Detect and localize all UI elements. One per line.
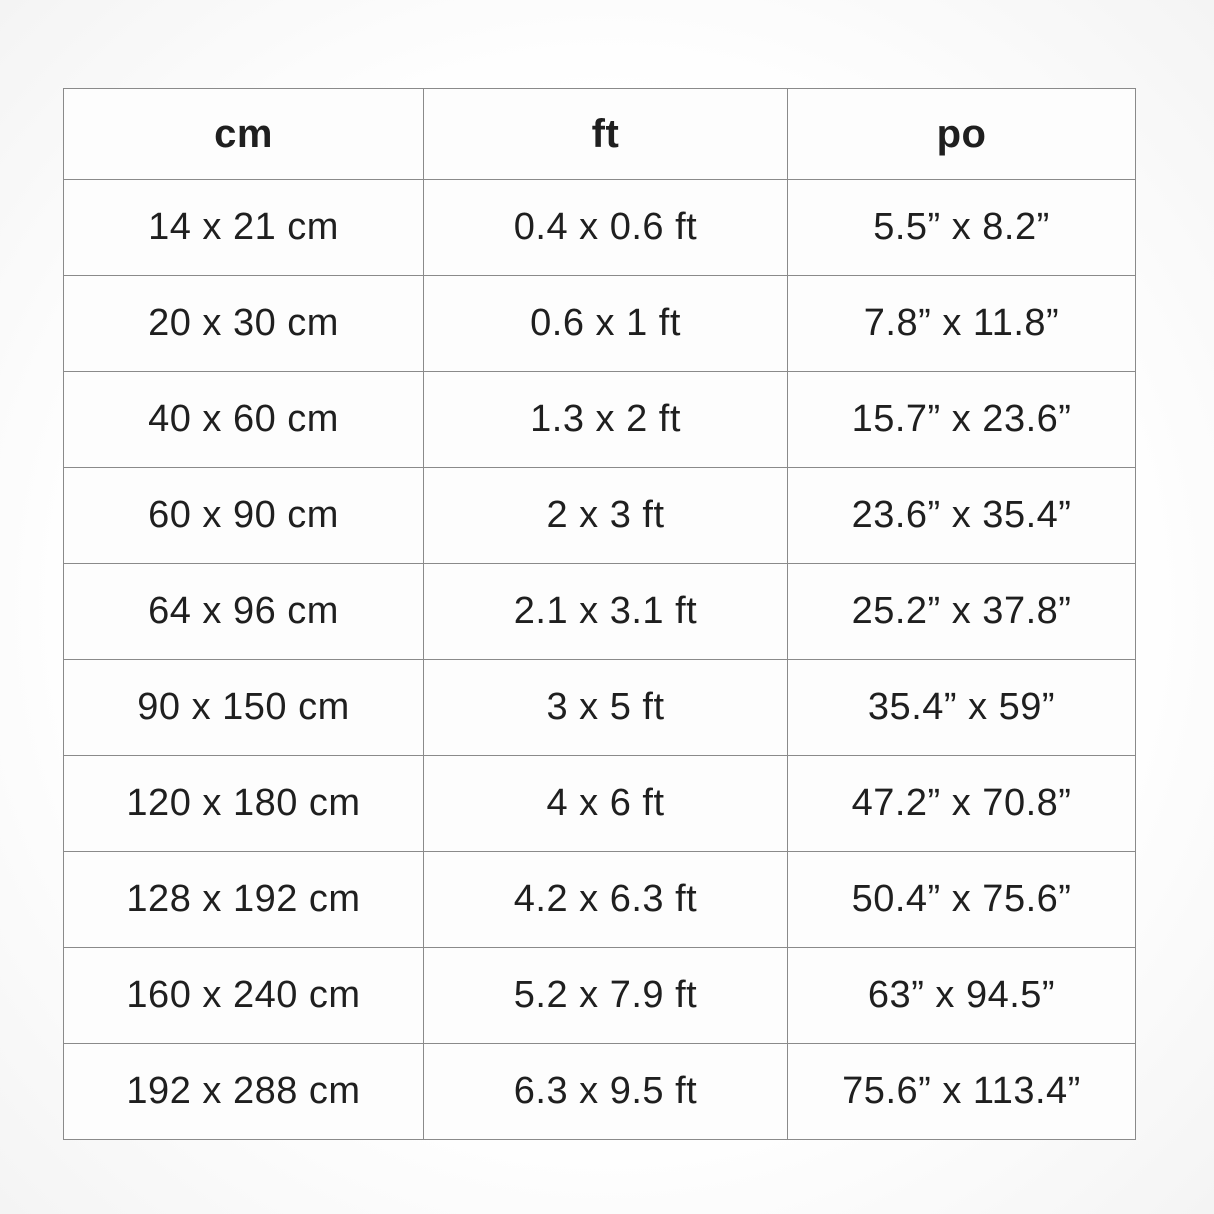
cell-cm: 192 x 288 cm [64, 1044, 424, 1140]
cell-ft: 3 x 5 ft [424, 660, 788, 756]
cell-po: 7.8” x 11.8” [788, 276, 1136, 372]
cell-ft: 2 x 3 ft [424, 468, 788, 564]
table-row [64, 852, 1136, 948]
table-row [64, 660, 1136, 756]
cell-cm: 40 x 60 cm [64, 372, 424, 468]
table-row [64, 180, 1136, 276]
cell-ft: 4.2 x 6.3 ft [424, 852, 788, 948]
table-row [64, 276, 1136, 372]
cell-cm: 14 x 21 cm [64, 180, 424, 276]
table-row [64, 948, 1136, 1044]
cell-cm: 60 x 90 cm [64, 468, 424, 564]
cell-po: 63” x 94.5” [788, 948, 1136, 1044]
table-row [64, 468, 1136, 564]
cell-ft: 5.2 x 7.9 ft [424, 948, 788, 1044]
table-row [64, 1044, 1136, 1140]
table-header-row [64, 89, 1136, 180]
cell-ft: 1.3 x 2 ft [424, 372, 788, 468]
cell-ft: 0.4 x 0.6 ft [424, 180, 788, 276]
cell-po: 5.5” x 8.2” [788, 180, 1136, 276]
cell-cm: 128 x 192 cm [64, 852, 424, 948]
table-row [64, 756, 1136, 852]
cell-po: 50.4” x 75.6” [788, 852, 1136, 948]
cell-po: 47.2” x 70.8” [788, 756, 1136, 852]
cell-cm: 160 x 240 cm [64, 948, 424, 1044]
cell-cm: 64 x 96 cm [64, 564, 424, 660]
column-header-ft: ft [424, 89, 788, 180]
cell-cm: 20 x 30 cm [64, 276, 424, 372]
cell-po: 75.6” x 113.4” [788, 1044, 1136, 1140]
cell-ft: 4 x 6 ft [424, 756, 788, 852]
cell-po: 35.4” x 59” [788, 660, 1136, 756]
table-row [64, 372, 1136, 468]
cell-ft: 6.3 x 9.5 ft [424, 1044, 788, 1140]
table-body [64, 180, 1136, 1140]
cell-ft: 0.6 x 1 ft [424, 276, 788, 372]
cell-po: 15.7” x 23.6” [788, 372, 1136, 468]
table-row [64, 564, 1136, 660]
cell-ft: 2.1 x 3.1 ft [424, 564, 788, 660]
cell-cm: 120 x 180 cm [64, 756, 424, 852]
column-header-po: po [788, 89, 1136, 180]
cell-po: 23.6” x 35.4” [788, 468, 1136, 564]
cell-po: 25.2” x 37.8” [788, 564, 1136, 660]
size-conversion-table [63, 88, 1136, 1140]
cell-cm: 90 x 150 cm [64, 660, 424, 756]
column-header-cm: cm [64, 89, 424, 180]
